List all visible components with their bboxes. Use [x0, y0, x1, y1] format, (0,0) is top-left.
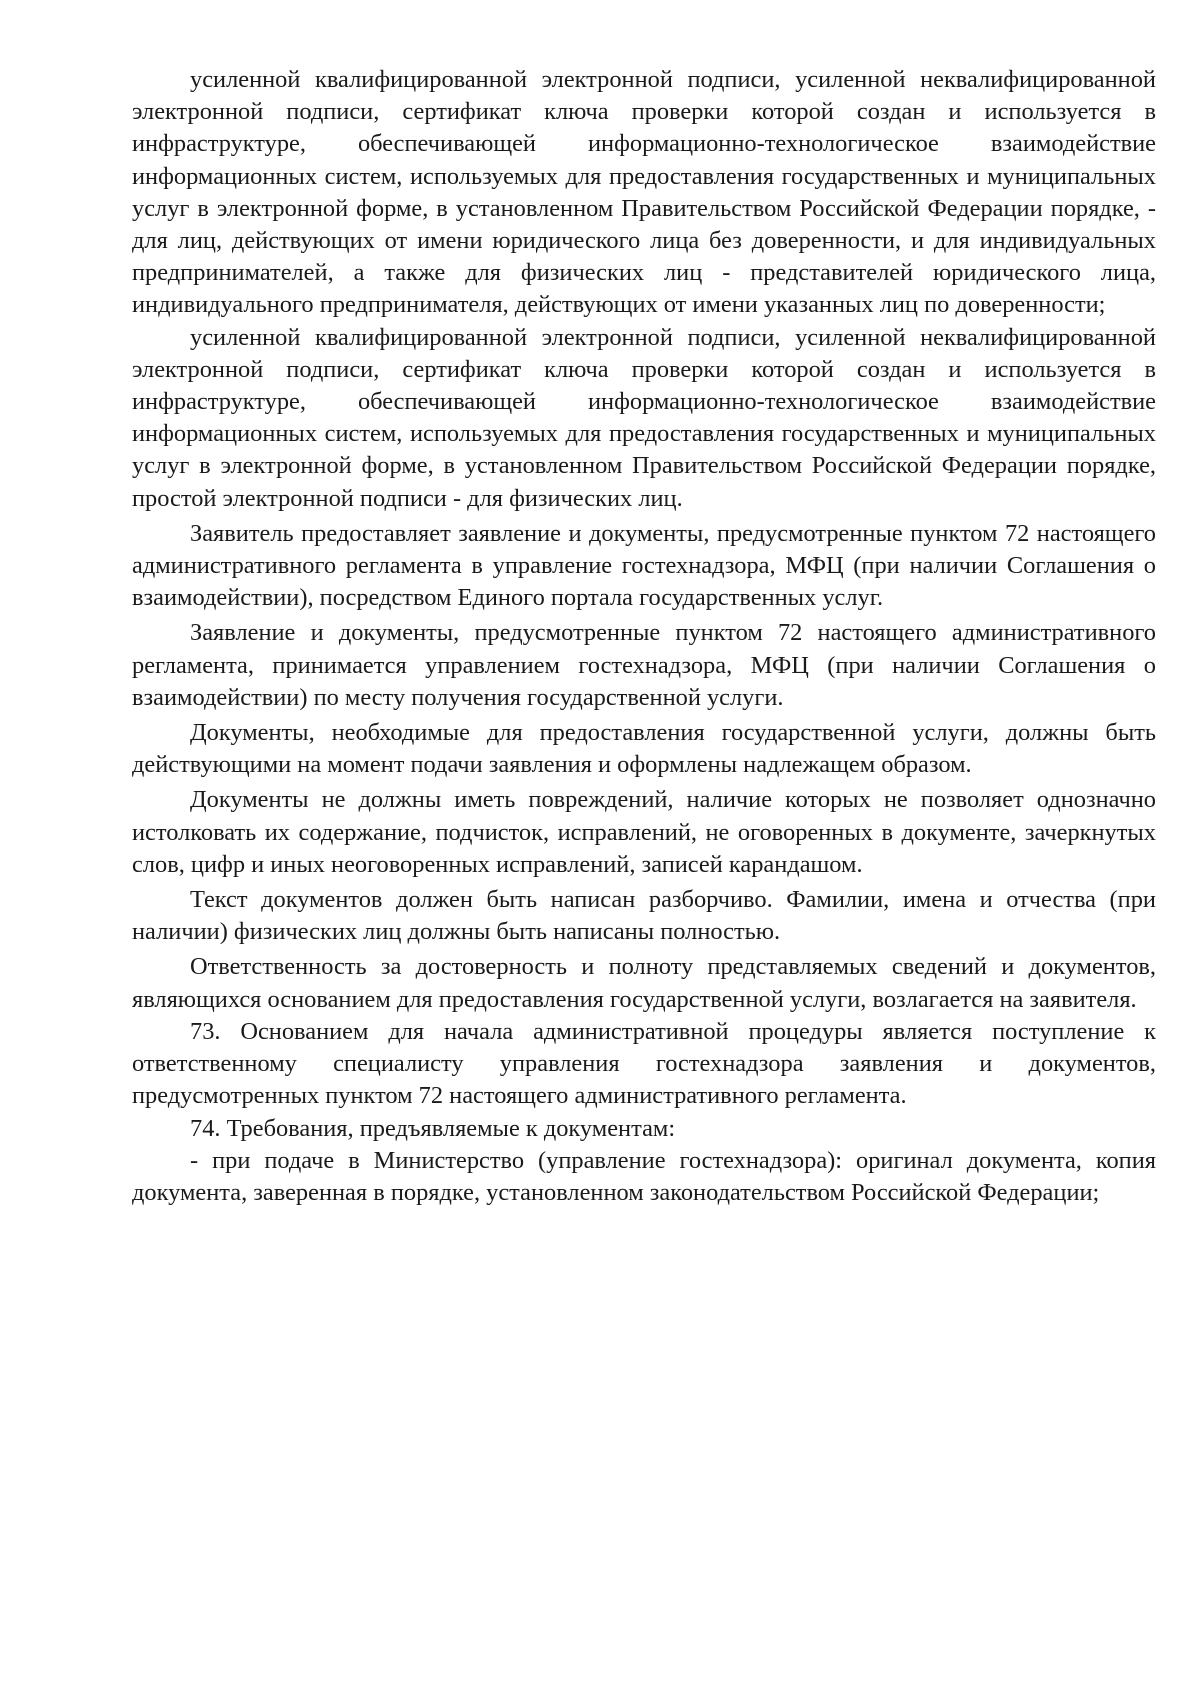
paragraph-responsibility: Ответственность за достоверность и полноту представляемых сведений и документов, являющихся основанием для предоставления государственной услуги, возлагается на заявителя.	[132, 953, 1156, 1013]
paragraph-documents-valid: Документы, необходимые для предоставления государственной услуги, должны быть действующими на момент подачи заявления и оформлены надлежащем образом.	[132, 719, 1156, 779]
paragraph-acceptance: Заявление и документы, предусмотренные пунктом 72 настоящего административного регламента, принимается управлением гостехнадзора, МФЦ (при наличии Соглашения о взаимодействии) по месту получения государственной услуги.	[132, 619, 1156, 711]
paragraph-qualified-signature-individual: усиленной квалифицированной электронной подписи, усиленной неквалифицированной электронной подписи, сертификат ключа проверки которой создан и используется в инфраструктуре, обеспечивающей информационно-технологическое взаимодействие информационных систем, используемых для предоставления государственных и муниципальных услуг в электронной форме, в установленном Правительством Российской Федерации порядке, простой электронной подписи - для физических лиц.	[132, 323, 1156, 512]
paragraph-item-74: 74. Требования, предъявляемые к документам:	[190, 1114, 676, 1142]
paragraph-qualified-signature-legal: усиленной квалифицированной электронной подписи, усиленной неквалифицированной электронной подписи, сертификат ключа проверки которой создан и используется в инфраструктуре, обеспечивающей информационно-технологическое взаимодействие информационных систем, используемых для предоставления государственных и муниципальных услуг в электронной форме, в установленном Правительством Российской Федерации порядке, - для лиц, действующих от имени юридического лица без доверенности, и для индивидуальных предпринимателей, а также для физических лиц - представителей юридического лица, индивидуального предпринимателя, действующих от имени указанных лиц по доверенности;	[132, 66, 1156, 319]
paragraph-ministry-submission: - при подаче в Министерство (управление гостехнадзора): оригинал документа, копия документа, заверенная в порядке, установленном законодательством Российской Федерации;	[132, 1146, 1156, 1206]
paragraph-documents-damage: Документы не должны иметь повреждений, наличие которых не позволяет однозначно истолковать их содержание, подчисток, исправлений, не оговоренных в документе, зачеркнутых слов, цифр и иных неоговоренных исправлений, записей карандашом.	[132, 786, 1156, 878]
paragraph-text-legibility: Текст документов должен быть написан разборчиво. Фамилии, имена и отчества (при наличии) физических лиц должны быть написаны полностью.	[132, 886, 1156, 946]
paragraph-item-73: 73. Основанием для начала административной процедуры является поступление к ответственному специалисту управления гостехнадзора заявления и документов, предусмотренных пунктом 72 настоящего административного регламента.	[132, 1017, 1156, 1110]
document-body	[132, 64, 1156, 1209]
paragraph-applicant-submission: Заявитель предоставляет заявление и документы, предусмотренные пунктом 72 настоящего административного регламента в управление гостехнадзора, МФЦ (при наличии Соглашения о взаимодействии), посредством Единого портала государственных услуг.	[132, 519, 1156, 612]
